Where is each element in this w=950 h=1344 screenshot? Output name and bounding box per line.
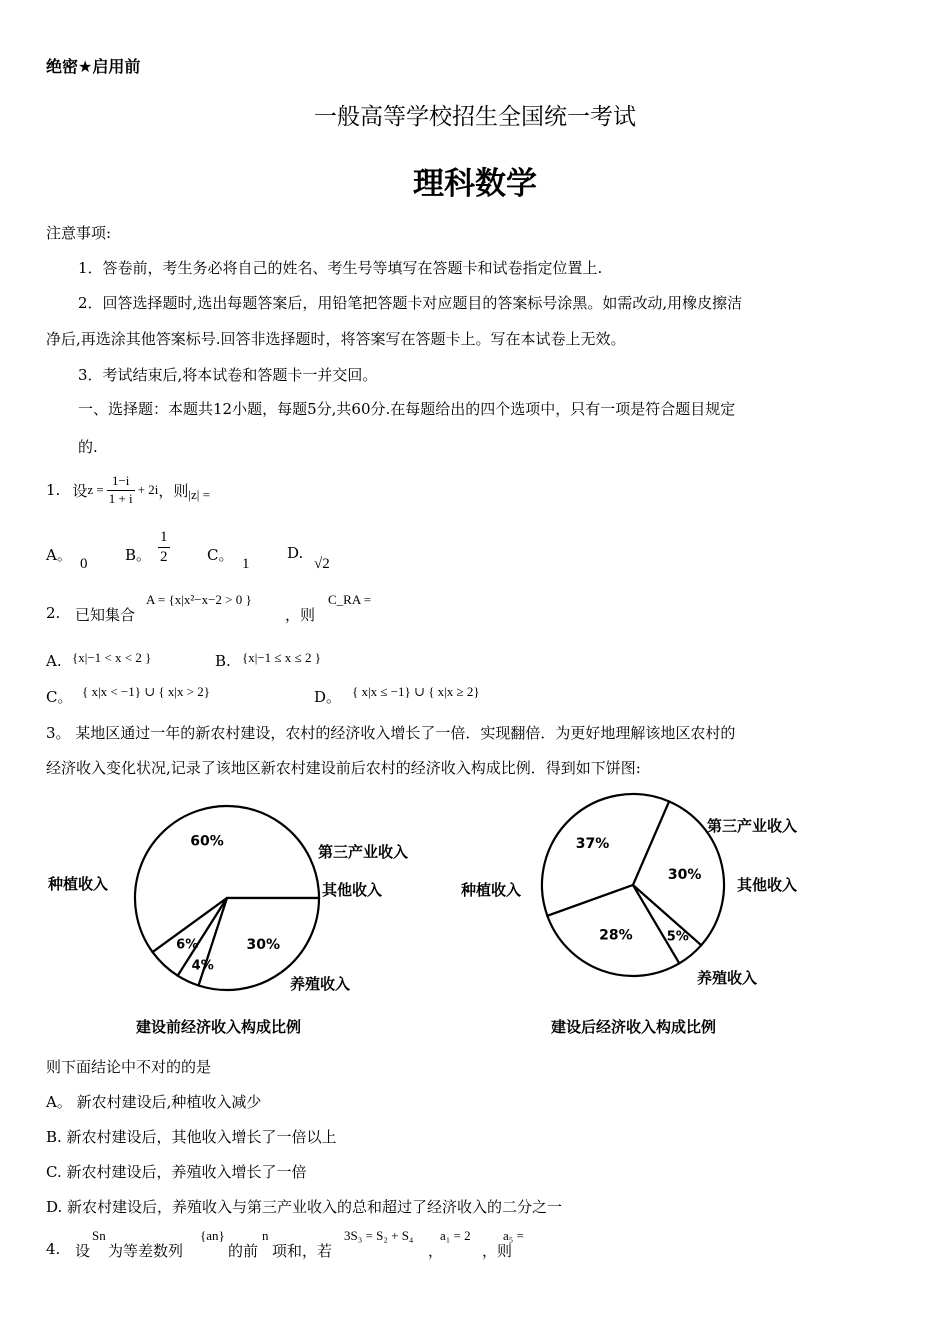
option-d-value: √2 bbox=[314, 556, 330, 572]
question-number: 1. bbox=[46, 481, 61, 499]
pie-slices bbox=[135, 806, 319, 990]
math-modulus: |z| = bbox=[188, 487, 210, 502]
option-a-value: 0 bbox=[80, 556, 88, 572]
notice-item-2b: 净后,再选涂其他答案标号.回答非选择题时，将答案写在答题卡上。写在本试卷上无效。 bbox=[46, 330, 626, 348]
question-3-line-2: 经济收入变化状况,记录了该地区新农村建设前后农村的经济收入构成比例．得到如下饼图: bbox=[46, 759, 641, 777]
notice-item-3: 3．考试结束后,将本试卷和答题卡一并交回。 bbox=[78, 366, 378, 384]
category-label-tertiary: 第三产业收入 bbox=[318, 843, 409, 861]
option-b-label: B. bbox=[215, 652, 231, 670]
math-z: z = bbox=[87, 482, 104, 497]
option-b-value: {x|−1 ≤ x ≤ 2 } bbox=[242, 650, 321, 665]
pie-slices bbox=[542, 794, 724, 976]
value-label-tertiary: 6% bbox=[176, 937, 199, 953]
question-number: 4. bbox=[46, 1240, 61, 1258]
value-label-breeding: 30% bbox=[246, 937, 281, 954]
question-3-line-1: 3。 某地区通过一年的新农村建设，农村的经济收入增长了一倍．实现翻倍．为更好地理解该地区农村的 bbox=[46, 724, 736, 742]
value-label-other: 4% bbox=[191, 958, 214, 974]
option-b-label: B。 bbox=[125, 546, 152, 564]
value-label-tertiary: 28% bbox=[599, 927, 633, 944]
notice-item-2a: 2．回答选择题时,选出每题答案后，用铅笔把答题卡对应题目的答案标号涂黑。如需改动,用橡皮擦洁 bbox=[78, 294, 743, 312]
option-d-label: D. bbox=[287, 544, 304, 562]
category-label-tertiary: 第三产业收入 bbox=[707, 817, 798, 835]
value-label-breeding: 30% bbox=[667, 867, 702, 884]
fraction-numerator: 1 bbox=[158, 528, 170, 548]
category-label-other: 其他收入 bbox=[737, 876, 798, 894]
value-label-planting: 37% bbox=[575, 836, 610, 853]
math-sn: Sn bbox=[92, 1228, 106, 1243]
category-label-breeding: 养殖收入 bbox=[697, 969, 758, 987]
category-label-other: 其他收入 bbox=[322, 881, 383, 899]
option-b: B. 新农村建设后，其他收入增长了一倍以上 bbox=[46, 1128, 337, 1146]
fraction-denominator: 2 bbox=[160, 548, 168, 565]
question-text: 的前 bbox=[228, 1242, 259, 1260]
value-label-planting: 60% bbox=[190, 833, 224, 850]
section-heading-cont: 的. bbox=[78, 438, 98, 456]
option-b-fraction bbox=[158, 528, 170, 567]
question-text: ，则 bbox=[482, 1242, 513, 1260]
question-text: 已知集合 bbox=[75, 606, 136, 624]
pie-chart-before bbox=[40, 795, 450, 1045]
option-c: C. 新农村建设后，养殖收入增长了一倍 bbox=[46, 1163, 307, 1181]
chart-title: 建设后经济收入构成比例 bbox=[551, 1018, 717, 1036]
option-d: D. 新农村建设后，养殖收入与第三产业收入的总和超过了经济收入的二分之一 bbox=[46, 1198, 563, 1216]
option-a-label: A。 bbox=[46, 546, 72, 564]
math-an: {an} bbox=[200, 1228, 225, 1243]
option-c-label: C。 bbox=[207, 546, 234, 564]
question-number: 2. bbox=[46, 604, 61, 622]
pie-chart-after bbox=[455, 790, 855, 1045]
math-a1: a₁ = 2 bbox=[440, 1228, 471, 1243]
question-text: 设 bbox=[72, 481, 88, 500]
option-a: A。 新农村建设后,种植收入减少 bbox=[46, 1093, 262, 1111]
fraction bbox=[107, 473, 135, 507]
math-set-a: A = {x|x²−x−2 > 0 } bbox=[146, 592, 252, 607]
math-plus: + 2i bbox=[137, 482, 159, 497]
question-text: 为等差数列 bbox=[108, 1242, 184, 1260]
fraction-numerator: 1−i bbox=[107, 473, 135, 490]
category-label-planting: 种植收入 bbox=[461, 881, 522, 899]
question-text: ， bbox=[428, 1242, 444, 1260]
question-text: 项和，若 bbox=[272, 1242, 333, 1260]
notice-item-1: 1．答卷前，考生务必将自己的姓名、考生号等填写在答题卡和试卷指定位置上. bbox=[78, 259, 603, 277]
question-1 bbox=[46, 468, 210, 512]
math-condition: 3S₃ = S₂ + S₄ bbox=[344, 1228, 414, 1243]
option-d-label: D。 bbox=[314, 688, 342, 706]
math-a5: a₅ = bbox=[503, 1228, 524, 1243]
option-d-value: { x|x ≤ −1} ∪ { x|x ≥ 2} bbox=[352, 684, 480, 699]
confidential-label: 绝密★启用前 bbox=[46, 57, 141, 76]
notice-heading: 注意事项: bbox=[46, 224, 112, 242]
value-label-other: 5% bbox=[666, 929, 689, 945]
math-n: n bbox=[262, 1228, 269, 1243]
fraction-denominator: 1 + i bbox=[108, 490, 133, 506]
subject-title: 理科数学 bbox=[413, 166, 537, 202]
option-a-value: {x|−1 < x < 2 } bbox=[72, 650, 152, 665]
exam-title: 一般高等学校招生全国统一考试 bbox=[314, 104, 636, 130]
option-a-label: A. bbox=[46, 652, 62, 670]
category-label-breeding: 养殖收入 bbox=[290, 975, 351, 993]
option-c-label: C。 bbox=[46, 688, 73, 706]
option-c-value: { x|x < −1} ∪ { x|x > 2} bbox=[82, 684, 211, 699]
question-text: ，则 bbox=[285, 606, 316, 624]
option-c-value: 1 bbox=[242, 556, 250, 572]
question-text: ，则 bbox=[158, 481, 189, 500]
category-label-planting: 种植收入 bbox=[48, 875, 109, 893]
math-complement: C_RA = bbox=[328, 592, 372, 607]
chart-title: 建设前经济收入构成比例 bbox=[136, 1018, 302, 1036]
question-text: 设 bbox=[75, 1242, 91, 1260]
question-3-prompt: 则下面结论中不对的的是 bbox=[46, 1058, 212, 1076]
section-heading: 一、选择题：本题共12小题，每题5分,共60分.在每题给出的四个选项中，只有一项是符合题目规定 bbox=[78, 400, 736, 418]
